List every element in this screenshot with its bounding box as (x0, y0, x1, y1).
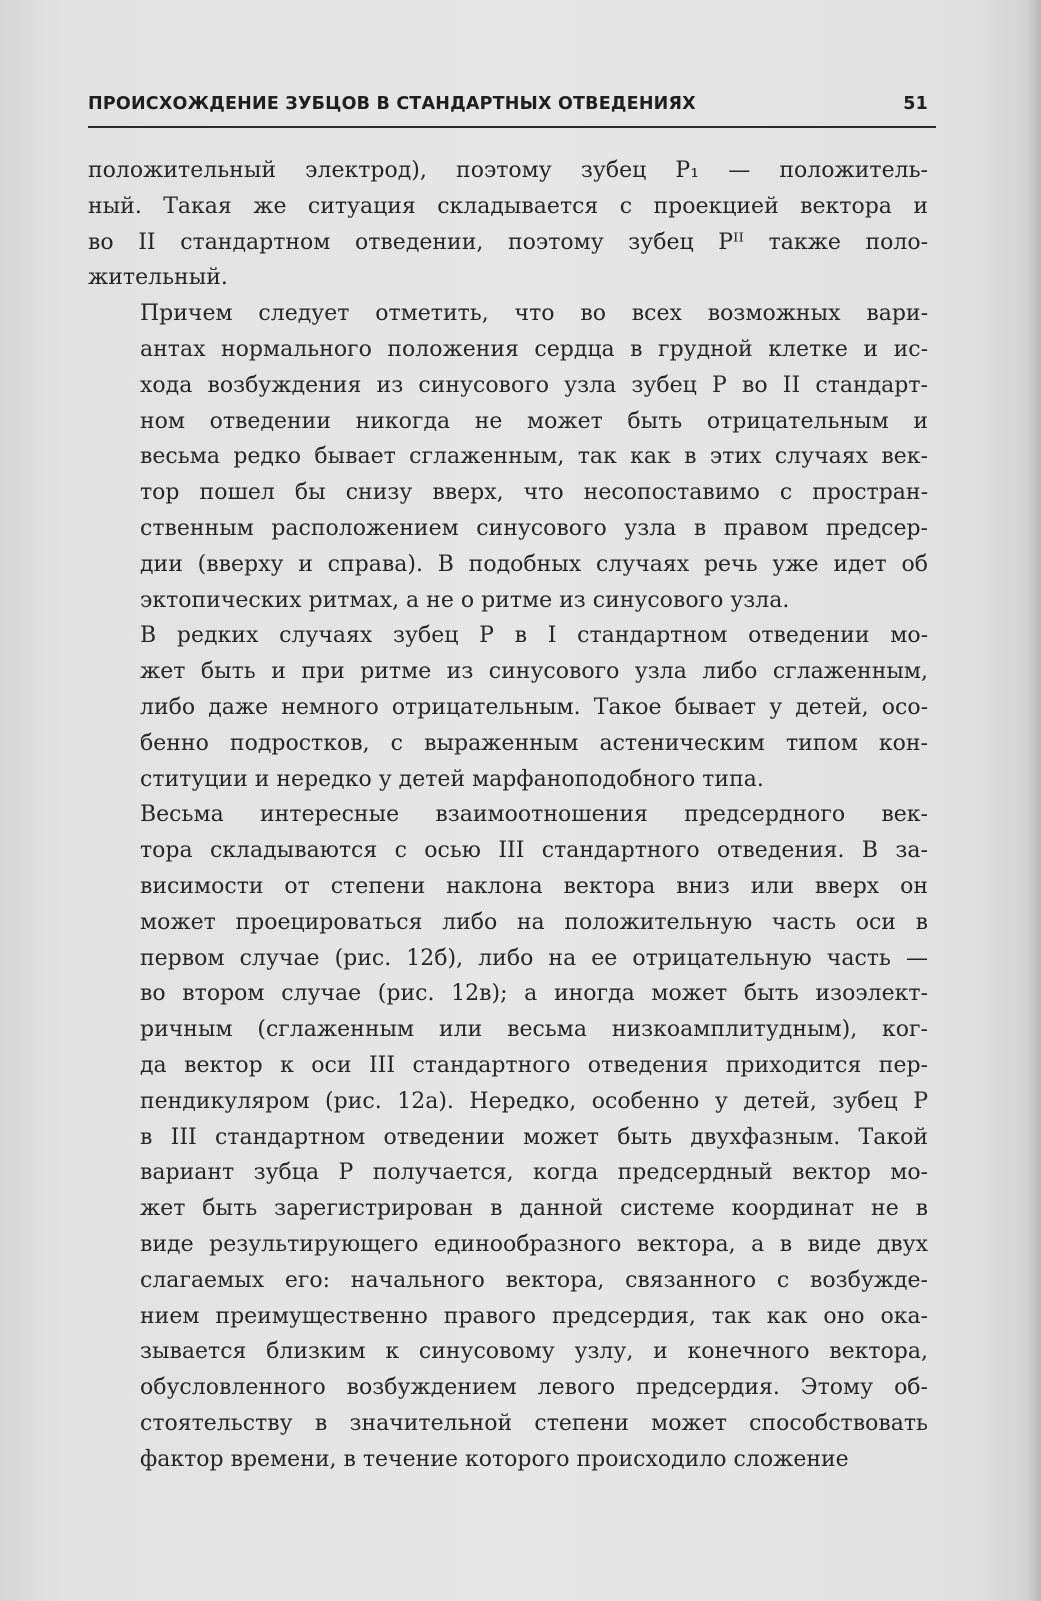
text-line: эктопических ритмах, а не о ритме из синусового узла. (140, 587, 790, 613)
text-line: Весьма интересные взаимоотношения предсердного век- (140, 802, 928, 828)
text-line: вариант зубца Р получается, когда предсердный вектор мо- (140, 1160, 928, 1186)
text-line: обусловленного возбуждением левого предсердия. Этому об- (140, 1375, 928, 1401)
text-line: первом случае (рис. 12б), либо на ее отрицательную часть — (140, 945, 928, 971)
text-line: положительный электрод), поэтому зубец P₁ — положитель- (88, 158, 928, 183)
text-line: жет быть зарегистрирован в данной системе координат не в (140, 1196, 928, 1222)
text-line: фактор времени, в течение которого происходило сложение (140, 1446, 849, 1472)
text-line: бенно подростков, с выраженным астеническим типом кон- (140, 730, 928, 756)
text-line: В редких случаях зубец Р в I стандартном отведении мо- (140, 623, 928, 649)
chapter-title: ПРОИСХОЖДЕНИЕ ЗУБЦОВ В СТАНДАРТНЫХ ОТВЕДЕНИЯХ (88, 94, 696, 114)
paragraph (88, 153, 928, 296)
page-body-text (88, 153, 928, 1477)
text-line: либо даже немного отрицательным. Такое бывает у детей, осо- (140, 694, 928, 720)
text-line: жет быть и при ритме из синусового узла либо сглаженным, (140, 659, 928, 685)
text-line: дии (вверху и справа). В подобных случаях речь уже идет об (140, 551, 928, 577)
text-line: ном отведении никогда не может быть отрицательным и (140, 408, 928, 434)
page-edge-shadow (1027, 0, 1041, 1601)
paragraph (88, 296, 928, 618)
text-line: тор пошел бы снизу вверх, что несопоставимо с простран- (140, 480, 928, 506)
text-line: ричным (сглаженным или весьма низкоамплитудным), ког- (140, 1017, 928, 1043)
running-header (88, 92, 936, 128)
text-line: ституции и нередко у детей марфаноподобного типа. (140, 766, 764, 792)
text-line: во втором случае (рис. 12в); а иногда может быть изоэлект- (140, 981, 928, 1007)
text-line: Причем следует отметить, что во всех возможных вари- (140, 301, 928, 327)
text-line: может проецироваться либо на положительную часть оси в (140, 909, 928, 935)
text-line: ный. Такая же ситуация складывается с проекцией вектора и (88, 193, 928, 219)
text-line: нием преимущественно правого предсердия, так как оно ока- (140, 1303, 928, 1329)
text-line: жительный. (88, 265, 228, 291)
text-line: виде результирующего единообразного вектора, а в виде двух (140, 1231, 928, 1257)
text-line: слагаемых его: начального вектора, связанного с возбужде- (140, 1267, 928, 1293)
text-line: тора складываются с осью III стандартного отведения. В за- (140, 838, 928, 864)
text-line: пендикуляром (рис. 12а). Нередко, особенно у детей, зубец Р (140, 1088, 928, 1114)
paragraph (88, 797, 928, 1477)
text-line: стоятельству в значительной степени может способствовать (140, 1410, 928, 1436)
text-line: в III стандартном отведении может быть двухфазным. Такой (140, 1124, 928, 1150)
text-line: ственным расположением синусового узла в правом предсер- (140, 515, 928, 541)
page-number: 51 (903, 94, 928, 114)
paragraph (88, 618, 928, 797)
text-line: во II стандартном отведении, поэтому зубец Pᴵᴵ также поло- (88, 229, 928, 255)
text-line: висимости от степени наклона вектора вниз или вверх он (140, 873, 928, 899)
text-line: антах нормального положения сердца в грудной клетке и ис- (140, 336, 928, 362)
text-line: весьма редко бывает сглаженным, так как в этих случаях век- (140, 444, 928, 470)
text-line: зывается близким к синусовому узлу, и конечного вектора, (140, 1339, 928, 1365)
text-line: да вектор к оси III стандартного отведения приходится пер- (140, 1052, 928, 1078)
text-line: хода возбуждения из синусового узла зубец Р во II стандарт- (140, 372, 928, 398)
